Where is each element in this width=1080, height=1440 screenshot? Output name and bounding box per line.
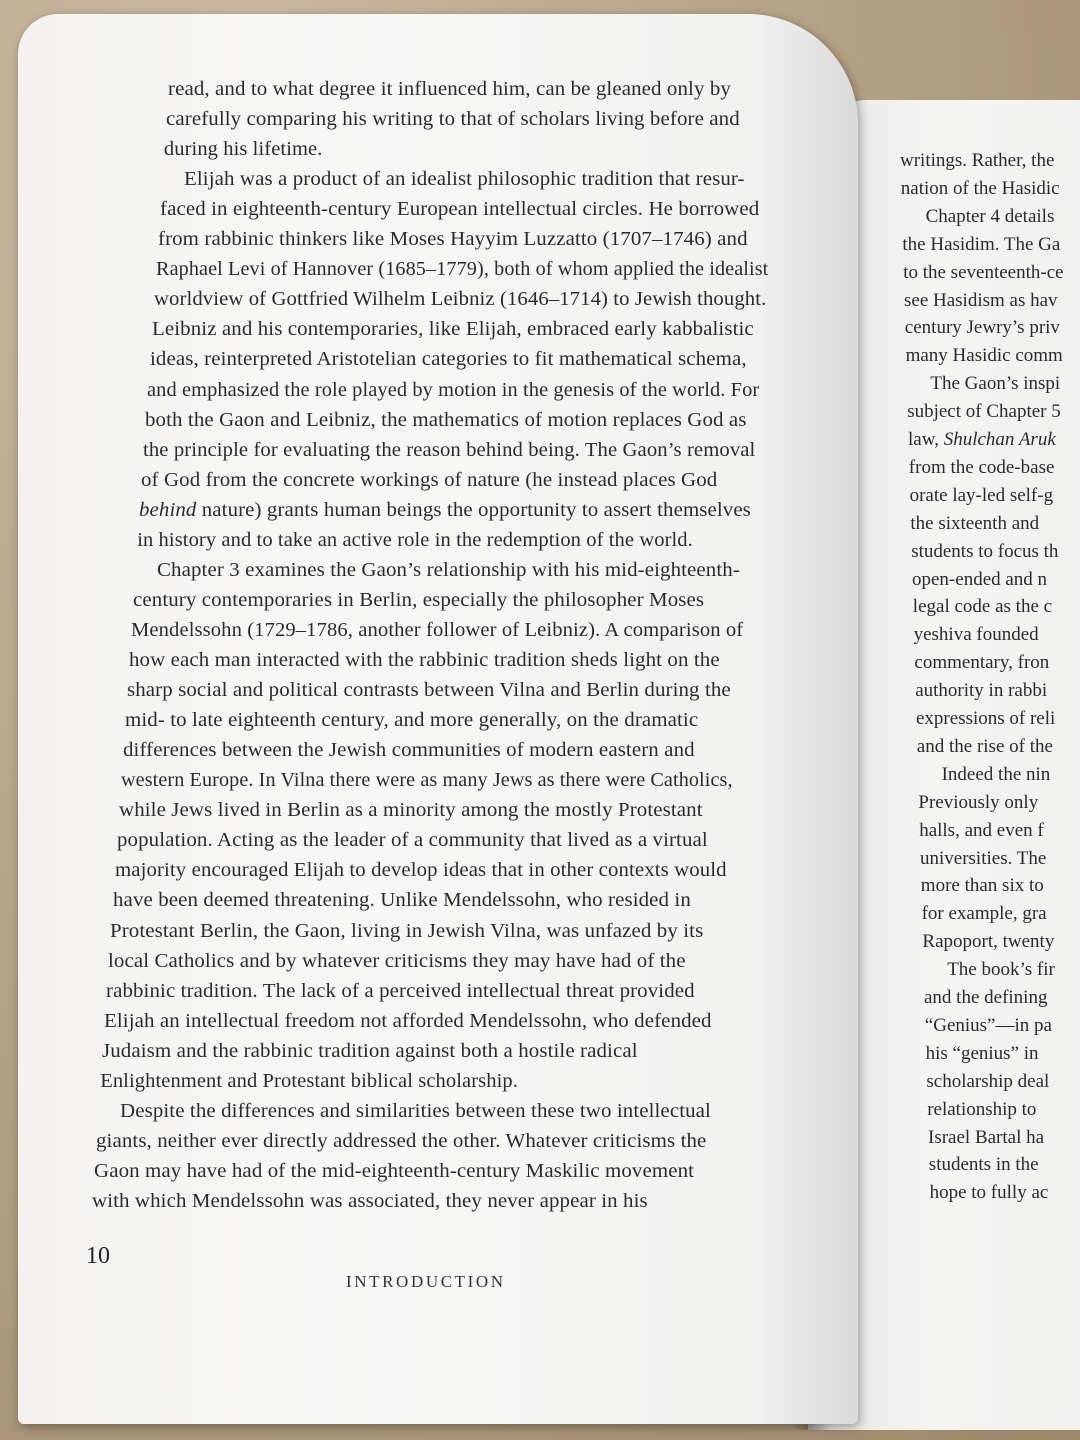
running-head: INTRODUCTION (346, 1272, 506, 1291)
text-line: legal code as the c (912, 596, 1053, 618)
text-line: and the defining (924, 987, 1048, 1008)
text-line: how each man interacted with the rabbinic tradition sheds light on the (128, 649, 720, 672)
text-line: many Hasidic comm (905, 345, 1063, 367)
text-line: in history and to take an active role in the redemption of the world. (137, 528, 693, 551)
text-line: majority encouraged Elijah to develop ideas that in other contexts would (114, 859, 727, 882)
text-line: to the seventeenth-ce (903, 261, 1064, 283)
text-line: Indeed the nin (941, 763, 1051, 785)
text-line: authority in rabbi (915, 680, 1048, 702)
text-line: The Gaon’s inspi (930, 373, 1061, 395)
text-line: century contemporaries in Berlin, especially the philosopher Moses (133, 588, 705, 611)
text-line: from rabbinic thinkers like Moses Hayyim Luzzatto (1707–1746) and (157, 228, 748, 251)
text-line: Enlightenment and Protestant biblical scholarship. (100, 1069, 518, 1092)
text-line: halls, and even f (919, 819, 1044, 841)
text-line: Protestant Berlin, the Gaon, living in Jewish Vilna, was unfazed by its (110, 919, 704, 942)
text-line: from the code-base (908, 456, 1055, 478)
text-line: writings. Rather, the (900, 150, 1055, 171)
text-line: population. Acting as the leader of a community that lived as a virtual (116, 829, 708, 852)
text-line: mid- to late eighteenth century, and more generally, on the dramatic (124, 709, 699, 732)
text-line: behind nature) grants human beings the opportunity to assert themselves (139, 498, 752, 521)
text-line: have been deemed threatening. Unlike Mendelssohn, who resided in (112, 889, 691, 912)
text-line: students in the (928, 1154, 1039, 1176)
text-line: Rapoport, twenty (922, 931, 1055, 953)
text-line: and the rise of the (916, 735, 1053, 757)
text-line: read, and to what degree it influenced him, can be gleaned only by (168, 78, 731, 100)
text-line: both the Gaon and Leibniz, the mathematics of motion replaces God as (145, 408, 747, 431)
text-line: ideas, reinterpreted Aristotelian categories to fit mathematical schema, (149, 348, 747, 371)
text-line: with which Mendelssohn was associated, they never appear in his (92, 1190, 648, 1212)
text-line: Mendelssohn (1729–1786, another follower of Leibniz). A comparison of (131, 618, 744, 641)
text-line: relationship to (927, 1098, 1037, 1120)
text-line: scholarship deal (926, 1070, 1050, 1092)
page-number: 10 (86, 1243, 110, 1269)
text-line: Chapter 4 details (925, 205, 1055, 227)
text-line: sharp social and political contrasts between Vilna and Berlin during the (126, 679, 731, 702)
text-line: “Genius”—in pa (924, 1014, 1052, 1036)
text-line: Chapter 3 examines the Gaon’s relationship with his mid-eighteenth- (157, 558, 741, 581)
text-line: universities. The (920, 847, 1047, 869)
text-line: Despite the differences and similarities between these two intellectual (120, 1099, 712, 1122)
text-line: during his lifetime. (163, 138, 323, 161)
text-line: the principle for evaluating the reason behind being. The Gaon’s removal (143, 438, 756, 461)
right-page-text (900, 150, 1080, 1230)
text-line: for example, gra (921, 903, 1047, 925)
text-line: Leibniz and his contemporaries, like Elijah, embraced early kabbalistic (151, 318, 754, 341)
text-line: hope to fully ac (929, 1182, 1049, 1204)
text-line: rabbinic tradition. The lack of a perceived intellectual threat provided (106, 979, 696, 1002)
text-line: century Jewry’s priv (904, 317, 1060, 339)
text-line: differences between the Jewish communities of modern eastern and (122, 739, 695, 762)
text-line: open-ended and n (912, 568, 1048, 590)
text-line: Previously only (918, 791, 1039, 813)
text-line: commentary, fron (914, 652, 1050, 674)
text-line: see Hasidism as hav (904, 289, 1058, 311)
text-line: more than six to (920, 875, 1044, 897)
text-line: the sixteenth and (910, 512, 1040, 534)
text-line: expressions of reli (916, 708, 1056, 729)
text-line: law, Shulchan Aruk (908, 429, 1056, 450)
text-line: subject of Chapter 5 (907, 401, 1061, 423)
text-line: while Jews lived in Berlin as a minority among the mostly Protestant (118, 799, 703, 822)
text-line: Gaon may have had of the mid-eighteenth-century Maskilic movement (94, 1159, 695, 1182)
text-line: Raphael Levi of Hannover (1685–1779), both of whom applied the idealist (155, 258, 769, 281)
text-line: western Europe. In Vilna there were as many Jews as there were Catholics, (120, 769, 733, 792)
text-line: students to focus th (911, 540, 1059, 562)
text-line: local Catholics and by whatever criticisms they may have had of the (108, 949, 687, 972)
text-line: and emphasized the role played by motion in the genesis of the world. For (147, 378, 760, 401)
text-line: worldview of Gottfried Wilhelm Leibniz (1646–1714) to Jewish thought. (153, 288, 766, 311)
text-line: orate lay-led self-g (909, 484, 1054, 506)
text-line: giants, neither ever directly addressed the other. Whatever criticisms the (96, 1129, 707, 1152)
text-line: yeshiva founded (913, 624, 1039, 646)
text-line: Elijah an intellectual freedom not afforded Mendelssohn, who defended (104, 1009, 712, 1032)
text-line: faced in eighteenth-century European intellectual circles. He borrowed (159, 198, 760, 221)
text-line: the Hasidim. The Ga (902, 233, 1061, 255)
text-line: his “genius” in (925, 1042, 1039, 1064)
text-line: Judaism and the rabbinic tradition against both a hostile radical (102, 1039, 638, 1062)
text-line: The book’s fir (947, 959, 1055, 981)
text-line: Elijah was a product of an idealist philosophic tradition that resur- (183, 168, 745, 191)
text-line: carefully comparing his writing to that of scholars living before and (165, 108, 740, 131)
text-line: nation of the Hasidic (900, 177, 1060, 199)
text-line: Israel Bartal ha (928, 1126, 1045, 1148)
text-line: of God from the concrete workings of nature (he instead places God (141, 468, 718, 491)
